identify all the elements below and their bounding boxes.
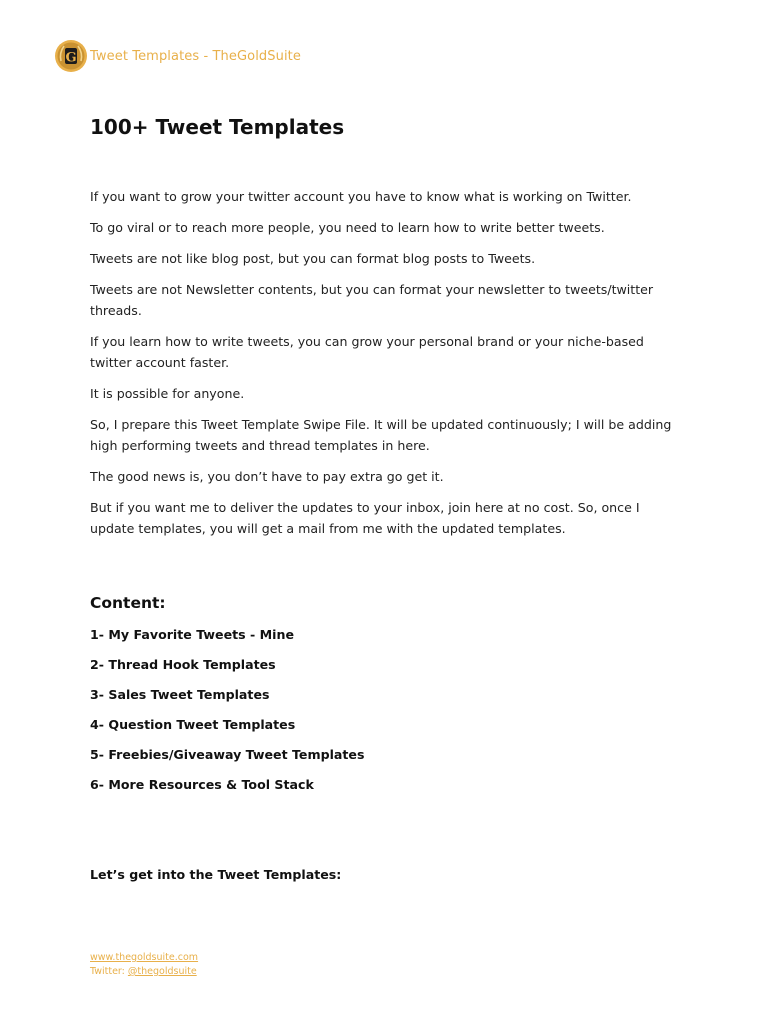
toc-item: 4- Question Tweet Templates [90, 717, 296, 732]
page-footer [90, 951, 198, 979]
intro-paragraph: It is possible for anyone. [90, 386, 245, 401]
toc-item: 2- Thread Hook Templates [90, 657, 276, 672]
toc-item: 5- Freebies/Giveaway Tweet Templates [90, 747, 365, 762]
page-header [54, 38, 301, 74]
svg-text:G: G [65, 50, 77, 66]
intro-paragraph: The good news is, you don’t have to pay extra go get it. [90, 469, 444, 484]
header-title: Tweet Templates - TheGoldSuite [90, 48, 301, 64]
website-link[interactable]: www.thegoldsuite.com [90, 952, 199, 963]
gold-laurel-g-logo-icon [54, 39, 88, 73]
intro-section [90, 186, 680, 549]
toc-item: 1- My Favorite Tweets - Mine [90, 627, 294, 642]
intro-paragraph: Tweets are not Newsletter contents, but you can format your newsletter to tweets/twitter threads. [90, 282, 654, 318]
intro-paragraph: Tweets are not like blog post, but you can format blog posts to Tweets. [90, 251, 536, 266]
toc-item: 6- More Resources & Tool Stack [90, 777, 314, 792]
intro-paragraph: So, I prepare this Tweet Template Swipe File. It will be updated continuously; I will be adding high performing tweets and thread templates in here. [90, 417, 672, 453]
intro-paragraph: If you learn how to write tweets, you can grow your personal brand or your niche-based twitter account faster. [90, 334, 644, 370]
intro-paragraph: If you want to grow your twitter account you have to know what is working on Twitter. [90, 189, 632, 204]
call-to-action-text: Let’s get into the Tweet Templates: [90, 867, 342, 882]
intro-paragraph: But if you want me to deliver the updates to your inbox, join here at no cost. So, once I update templates, you will get a mail from me with the updated templates. [90, 500, 640, 536]
table-of-contents [90, 625, 364, 805]
twitter-label: Twitter: [90, 966, 128, 977]
document-title: 100+ Tweet Templates [90, 115, 345, 139]
content-heading: Content: [90, 594, 166, 612]
twitter-handle-link[interactable]: @thegoldsuite [127, 966, 197, 977]
intro-paragraph: To go viral or to reach more people, you need to learn how to write better tweets. [90, 220, 605, 235]
toc-item: 3- Sales Tweet Templates [90, 687, 270, 702]
